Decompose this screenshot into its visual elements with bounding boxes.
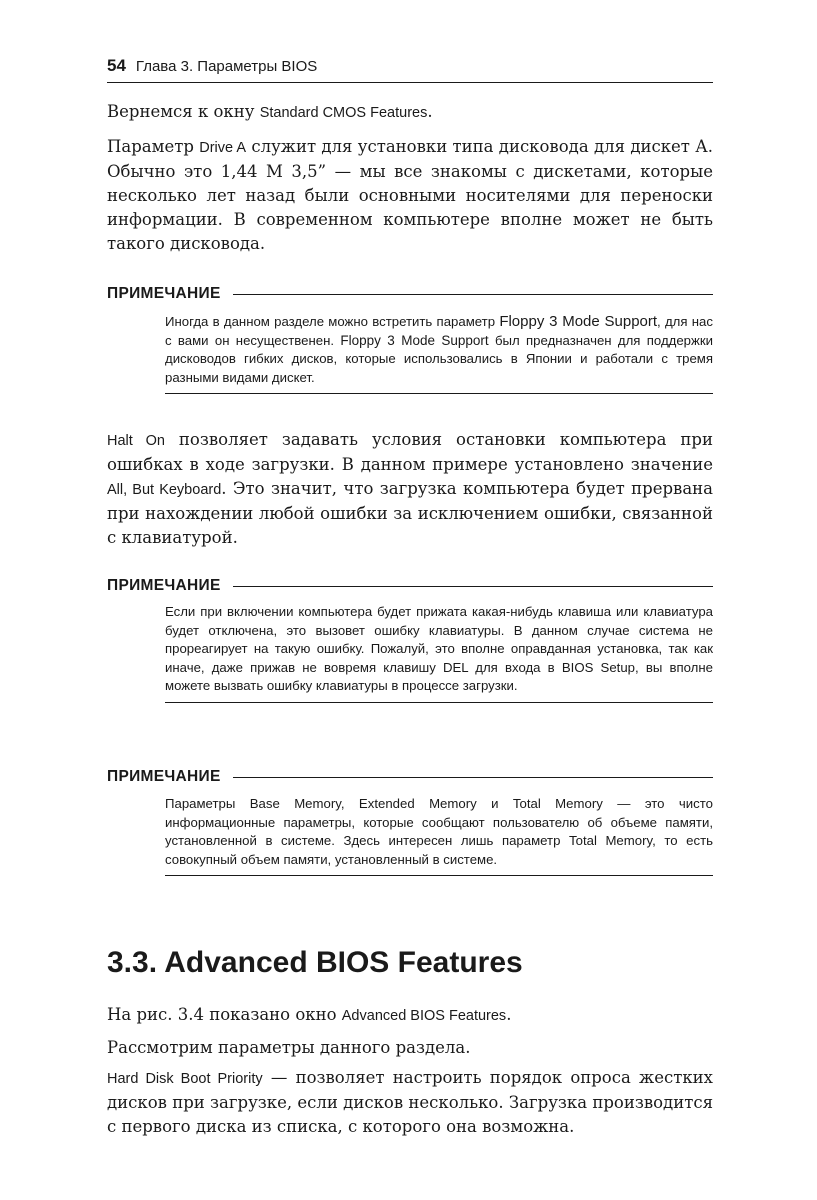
note-heading-1: [107, 284, 713, 304]
divider: [233, 777, 713, 778]
note-body-2: Если при включении компьютера будет прижата какая-нибудь клавиша или клавиатура будет отключена, это вызовет ошибку клавиатуры. В данном случае система не прореагирует на такую ошибку. Пожалуй, это вполне оправданная установка, так как иначе, даже прижав не вовремя клавишу DEL для входа в BIOS Setup, вы вполне можете вызвать ошибку клавиатуры в процессе загрузки.: [165, 603, 713, 703]
term: Floppy 3 Mode Support: [499, 313, 658, 330]
page-number: 54: [107, 56, 126, 75]
term: Drive A: [199, 140, 247, 156]
term: Advanced BIOS Features: [341, 1008, 507, 1024]
term: Floppy 3 Mode Support: [340, 332, 489, 348]
note-label: ПРИМЕЧАНИЕ: [107, 285, 221, 302]
text: был предназначен для поддержки дисководов гибких дисков, которые использовались в Японии и работали с тремя разными видами дискет.: [165, 332, 713, 385]
paragraph-1: [107, 100, 713, 125]
term: Halt On: [107, 433, 165, 449]
paragraph-6: [107, 1066, 713, 1139]
text: служит для установки типа дисковода для дискет А. Обычно это 1,44 М 3,5” — мы все знакомы с дискетами, которые несколько лет назад были основными носителями для переноски информации. В современном компьютере вполне может не быть такого дисковода.: [107, 137, 713, 253]
chapter-title: Глава 3. Параметры BIOS: [135, 58, 318, 75]
term: Hard Disk Boot Priority: [107, 1071, 263, 1087]
text: На рис. 3.4 показано окно: [107, 1005, 342, 1024]
running-header: [107, 56, 713, 83]
text: Параметр: [107, 137, 200, 156]
text: , для нас с вами он несущественен.: [165, 314, 713, 348]
term: Standard CMOS Features: [259, 105, 428, 121]
divider: [233, 586, 713, 587]
text: Иногда в данном разделе можно встретить параметр: [165, 314, 500, 329]
section-heading: 3.3. Advanced BIOS Features: [107, 946, 523, 979]
text: . Это значит, что загрузка компьютера будет прервана при нахождении любой ошибки за исключением ошибки, связанной с клавиатурой.: [107, 479, 713, 547]
text: .: [427, 102, 433, 121]
divider: [233, 294, 713, 295]
paragraph-3: [107, 428, 713, 550]
paragraph-2: [107, 135, 713, 256]
note-heading-2: [107, 576, 713, 596]
note-heading-3: [107, 767, 713, 787]
text: .: [506, 1005, 512, 1024]
text: — позволяет настроить порядок опроса жестких дисков при загрузке, если дисков несколько. Загрузка производится с первого диска из списка, с которого она возможна.: [107, 1068, 713, 1136]
paragraph-4: [107, 1003, 713, 1028]
note-label: ПРИМЕЧАНИЕ: [107, 577, 221, 594]
note-label: ПРИМЕЧАНИЕ: [107, 768, 221, 785]
text: позволяет задавать условия остановки компьютера при ошибках в ходе загрузки. В данном примере установлено значение: [107, 430, 713, 474]
note-body-1: [165, 313, 713, 394]
term: All, But Keyboard: [107, 482, 222, 498]
paragraph-5: Рассмотрим параметры данного раздела.: [107, 1038, 471, 1057]
text: Вернемся к окну: [107, 102, 260, 121]
note-body-3: Параметры Base Memory, Extended Memory и Total Memory — это чисто информационные параметры, которые сообщают пользователю об объеме памяти, установленной в системе. Здесь интересен лишь параметр Total Memory, то есть совокупный объем памяти, установленный в системе.: [165, 795, 713, 876]
